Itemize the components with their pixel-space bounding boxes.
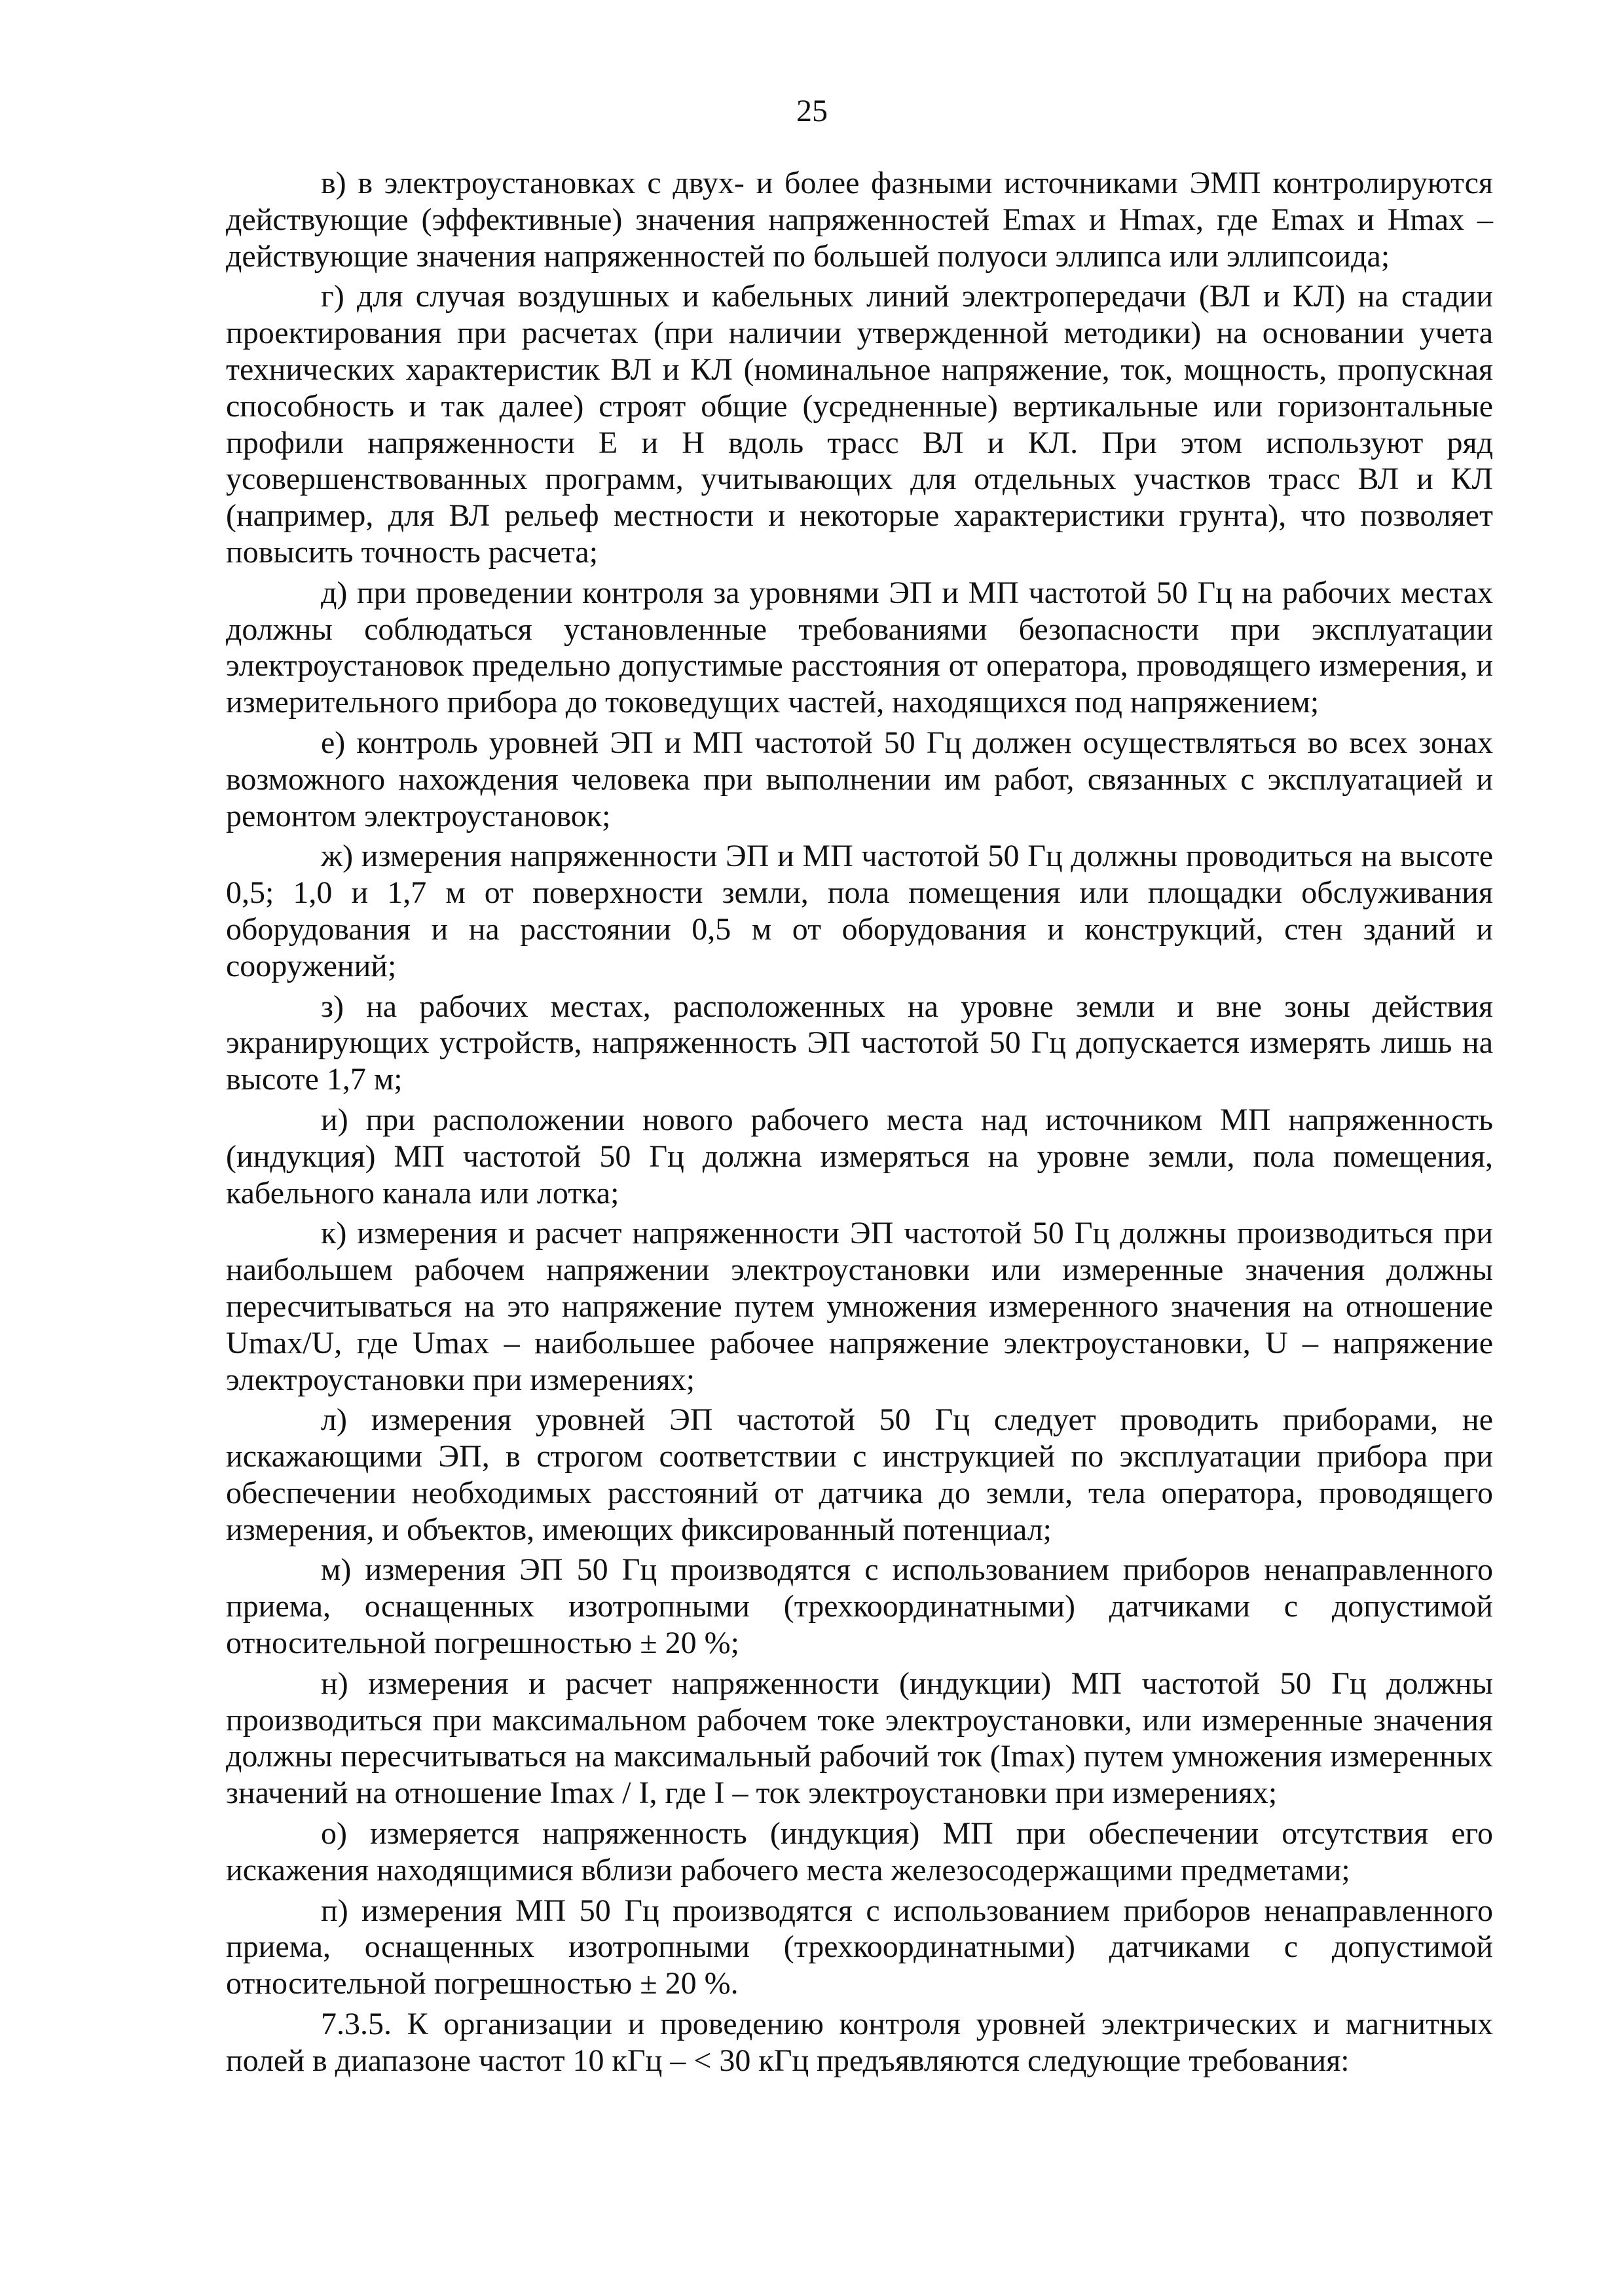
page-number: 25 bbox=[796, 94, 828, 128]
paragraph-m: м) измерения ЭП 50 Гц производятся с использованием приборов ненаправленного приема, оснащенных изотропными (трехкоординатными) датчиками с допустимой относительной погрешностью ± 20 %; bbox=[226, 1552, 1493, 1661]
paragraph-g: г) для случая воздушных и кабельных линий электропередачи (ВЛ и КЛ) на стадии проектирования при расчетах (при наличии утвержденной методики) на основании учета технических характеристик ВЛ и КЛ (номинальное напряжение, ток, мощность, пропускная способность и так далее) строят общие (усредненные) вертикальные или горизонтальные профили напряженности E и H вдоль трасс ВЛ и КЛ. При этом используют ряд усовершенствованных программ, учитывающих для отдельных участков трасс ВЛ и КЛ (например, для ВЛ рельеф местности и некоторые характеристики грунта), что позволяет повысить точность расчета; bbox=[226, 279, 1493, 570]
paragraph-o: о) измеряется напряженность (индукция) МП при обеспечении отсутствия его искажения находящимися вблизи рабочего места железосодержащими предметами; bbox=[226, 1816, 1493, 1887]
paragraph-v: в) в электроустановках с двух- и более фазными источниками ЭМП контролируются действующие (эффективные) значения напряженностей Emax и Hmax, где Emax и Hmax – действующие значения напряженностей по большей полуоси эллипса или эллипсоида; bbox=[226, 166, 1493, 274]
paragraph-zh: ж) измерения напряженности ЭП и МП частотой 50 Гц должны проводиться на высоте 0,5; 1,0 и 1,7 м от поверхности земли, пола помещения или площадки обслуживания оборудования и на расстоянии 0,5 м от оборудования и конструкций, стен зданий и сооружений; bbox=[226, 839, 1493, 983]
document-body bbox=[226, 165, 1493, 2083]
paragraph-i: и) при расположении нового рабочего места над источником МП напряженность (индукция) МП частотой 50 Гц должна измеряться на уровне земли, пола помещения, кабельного канала или лотка; bbox=[226, 1102, 1493, 1211]
paragraph-k: к) измерения и расчет напряженности ЭП частотой 50 Гц должны производиться при наибольшем рабочем напряжении электроустановки или измеренные значения должны пересчитываться на это напряжение путем умножения измеренного значения на отношение Umax/U, где Umax – наибольшее рабочее напряжение электроустановки, U – напряжение электроустановки при измерениях; bbox=[226, 1216, 1493, 1397]
paragraph-l: л) измерения уровней ЭП частотой 50 Гц следует проводить приборами, не искажающими ЭП, в строгом соответствии с инструкцией по эксплуатации прибора при обеспечении необходимых расстояний от датчика до земли, тела оператора, проводящего измерения, и объектов, имеющих фиксированный потенциал; bbox=[226, 1402, 1493, 1547]
paragraph-d: д) при проведении контроля за уровнями ЭП и МП частотой 50 Гц на рабочих местах должны соблюдаться установленные требованиями безопасности при эксплуатации электроустановок предельно допустимые расстояния от оператора, проводящего измерения, и измерительного прибора до токоведущих частей, находящихся под напряжением; bbox=[226, 575, 1493, 720]
paragraph-n: н) измерения и расчет напряженности (индукции) МП частотой 50 Гц должны производиться при максимальном рабочем токе электроустановки, или измеренные значения должны пересчитываться на максимальный рабочий ток (Imax) путем умножения измеренных значений на отношение Imax / I, где I – ток электроустановки при измерениях; bbox=[226, 1666, 1493, 1811]
paragraph-e: е) контроль уровней ЭП и МП частотой 50 Гц должен осуществляться во всех зонах возможного нахождения человека при выполнении им работ, связанных с эксплуатацией и ремонтом электроустановок; bbox=[226, 725, 1493, 833]
paragraph-p: п) измерения МП 50 Гц производятся с использованием приборов ненаправленного приема, оснащенных изотропными (трехкоординатными) датчиками с допустимой относительной погрешностью ± 20 %. bbox=[226, 1893, 1493, 2001]
paragraph-z: з) на рабочих местах, расположенных на уровне земли и вне зоны действия экранирующих устройств, напряженность ЭП частотой 50 Гц допускается измерять лишь на высоте 1,7 м; bbox=[226, 989, 1493, 1097]
section-7-3-5: 7.3.5. К организации и проведению контроля уровней электрических и магнитных полей в диапазоне частот 10 кГц – < 30 кГц предъявляются следующие требования: bbox=[226, 2007, 1493, 2078]
